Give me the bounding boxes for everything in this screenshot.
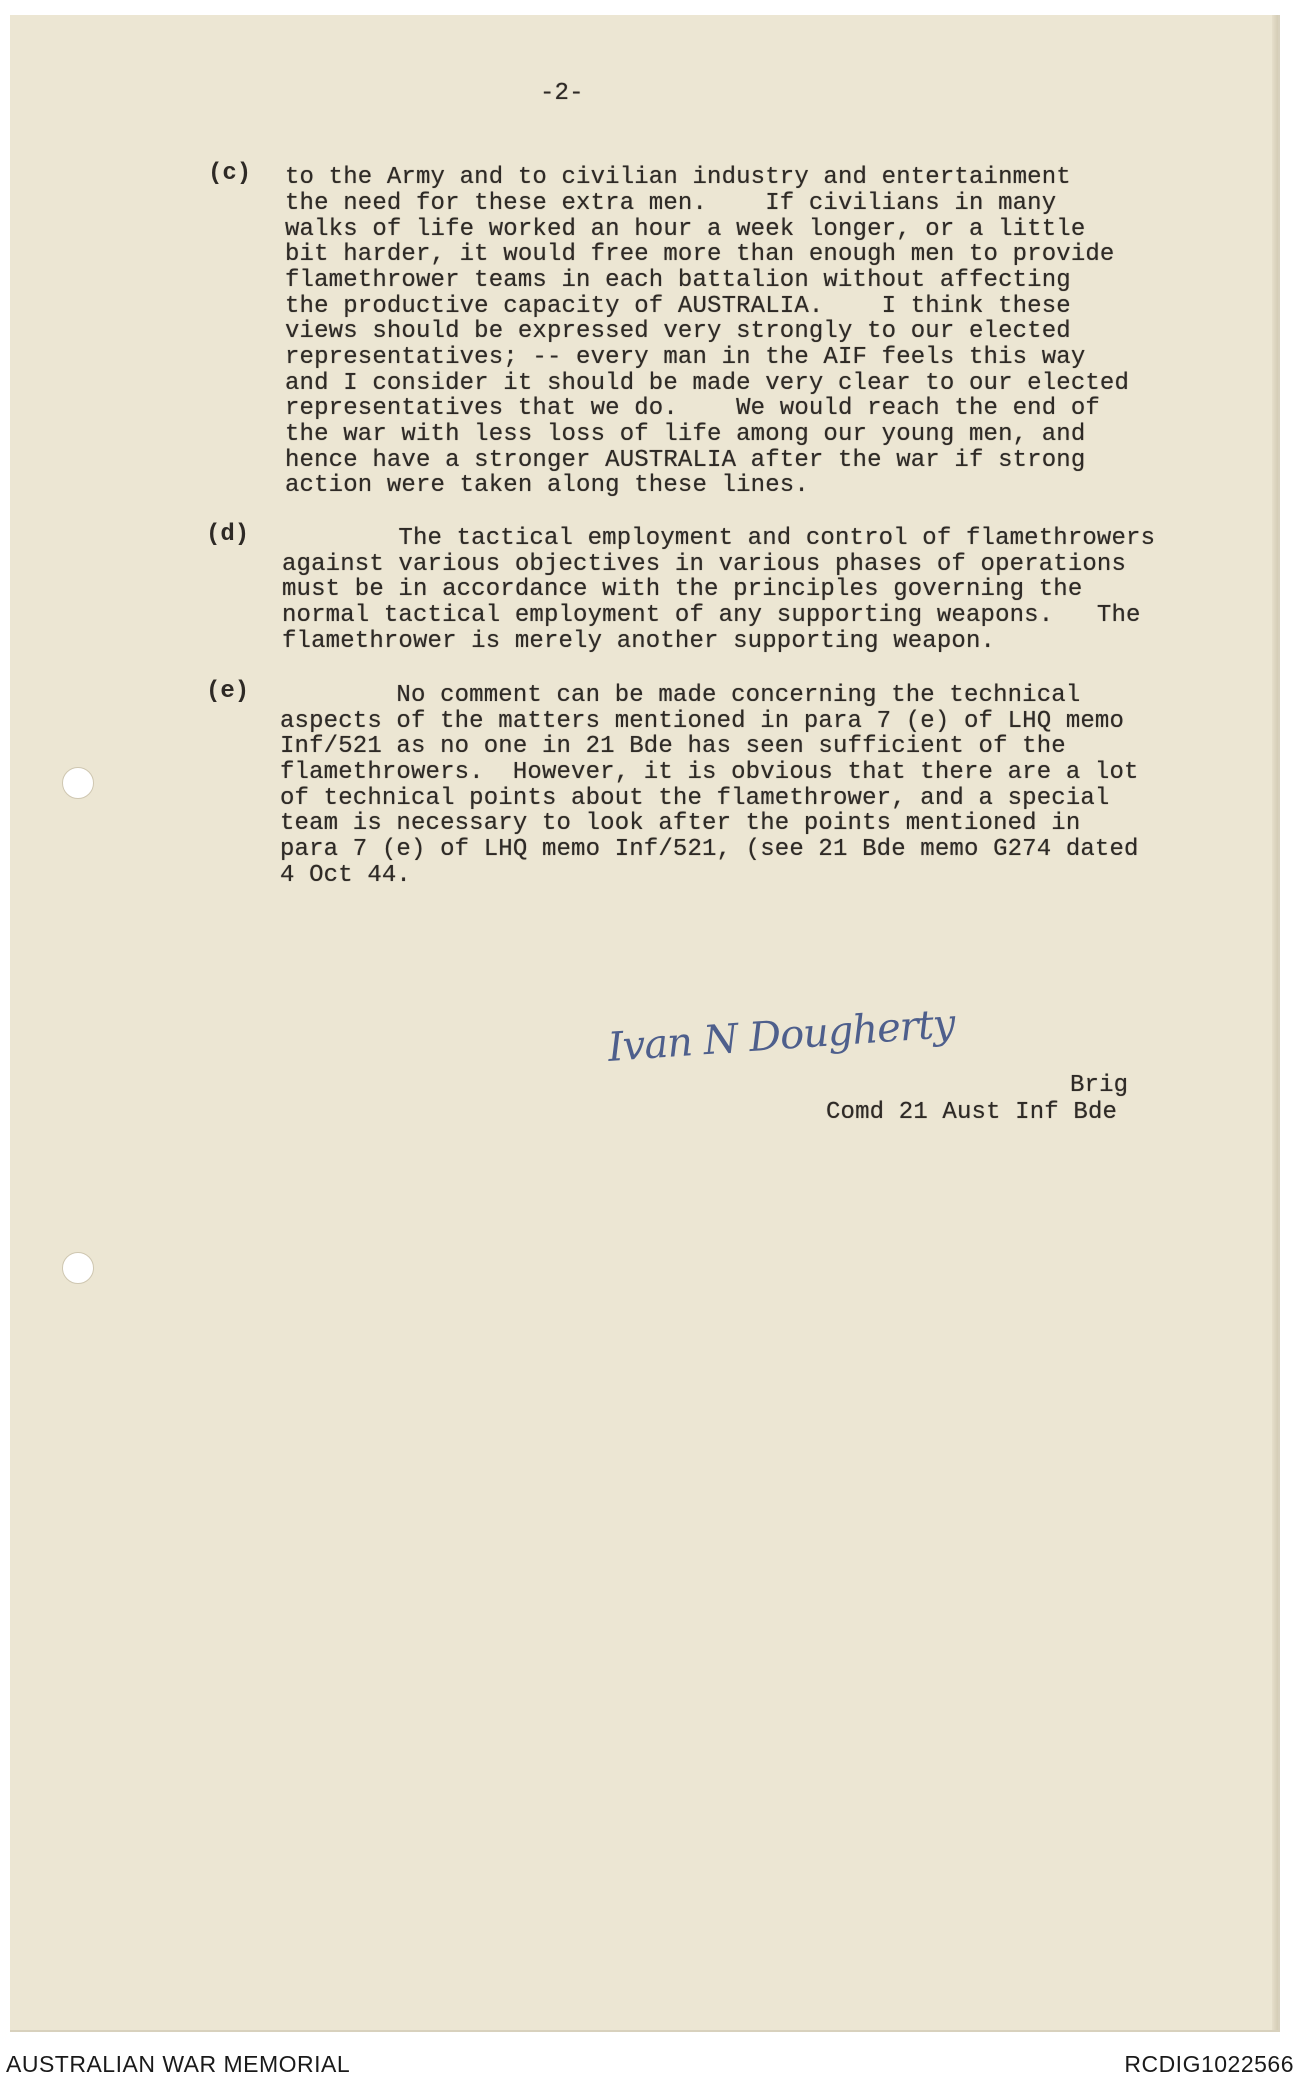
text-line: the need for these extra men. If civilians in many bbox=[285, 190, 1057, 217]
text-line: aspects of the matters mentioned in para 7 (e) of LHQ memo bbox=[280, 708, 1125, 735]
handwritten-signature: Ivan N Dougherty bbox=[606, 1000, 956, 1071]
paragraph-marker-e: (e) bbox=[206, 678, 250, 705]
paragraph-marker-c: (c) bbox=[208, 160, 252, 187]
text-line: flamethrowers. However, it is obvious that there are a lot bbox=[280, 759, 1139, 786]
text-line: views should be expressed very strongly to our elected bbox=[285, 318, 1071, 345]
text-line: walks of life worked an hour a week longer, or a little bbox=[285, 216, 1086, 243]
text-line: Inf/521 as no one in 21 Bde has seen sufficient of the bbox=[280, 733, 1066, 760]
text-line: must be in accordance with the principles governing the bbox=[282, 576, 1083, 603]
text-line: flamethrower teams in each battalion without affecting bbox=[285, 267, 1071, 294]
text-line: representatives that we do. We would reach the end of bbox=[285, 395, 1100, 422]
punch-hole-top bbox=[62, 767, 94, 799]
signatory-appointment: Comd 21 Aust Inf Bde bbox=[826, 1099, 1118, 1126]
footer-archive-name: AUSTRALIAN WAR MEMORIAL bbox=[6, 2051, 351, 2077]
text-line: to the Army and to civilian industry and entertainment bbox=[285, 164, 1071, 191]
document-page bbox=[10, 15, 1280, 2032]
text-line: action were taken along these lines. bbox=[285, 472, 809, 499]
text-line: the productive capacity of AUSTRALIA. I think these bbox=[285, 293, 1071, 320]
text-line: of technical points about the flamethrower, and a special bbox=[280, 785, 1110, 812]
text-line: hence have a stronger AUSTRALIA after the war if strong bbox=[285, 447, 1086, 474]
text-line: the war with less loss of life among our young men, and bbox=[285, 421, 1086, 448]
punch-hole-bottom bbox=[62, 1252, 94, 1284]
text-line: representatives; -- every man in the AIF feels this way bbox=[285, 344, 1086, 371]
text-line: and I consider it should be made very clear to our elected bbox=[285, 370, 1130, 397]
text-line: 4 Oct 44. bbox=[280, 862, 411, 889]
text-line: bit harder, it would free more than enough men to provide bbox=[285, 241, 1115, 268]
text-line: flamethrower is merely another supporting weapon. bbox=[282, 628, 996, 655]
text-line: normal tactical employment of any supporting weapons. The bbox=[282, 602, 1141, 629]
signatory-rank: Brig bbox=[1070, 1072, 1129, 1099]
text-line: The tactical employment and control of flamethrowers bbox=[282, 525, 1156, 552]
text-line: team is necessary to look after the points mentioned in bbox=[280, 810, 1081, 837]
text-line: para 7 (e) of LHQ memo Inf/521, (see 21 Bde memo G274 dated bbox=[280, 836, 1139, 863]
paragraph-marker-d: (d) bbox=[206, 521, 250, 548]
footer-record-id: RCDIG1022566 bbox=[1124, 2051, 1294, 2077]
text-line: against various objectives in various phases of operations bbox=[282, 551, 1127, 578]
page-number: -2- bbox=[540, 80, 584, 107]
text-line: No comment can be made concerning the technical bbox=[280, 682, 1081, 709]
